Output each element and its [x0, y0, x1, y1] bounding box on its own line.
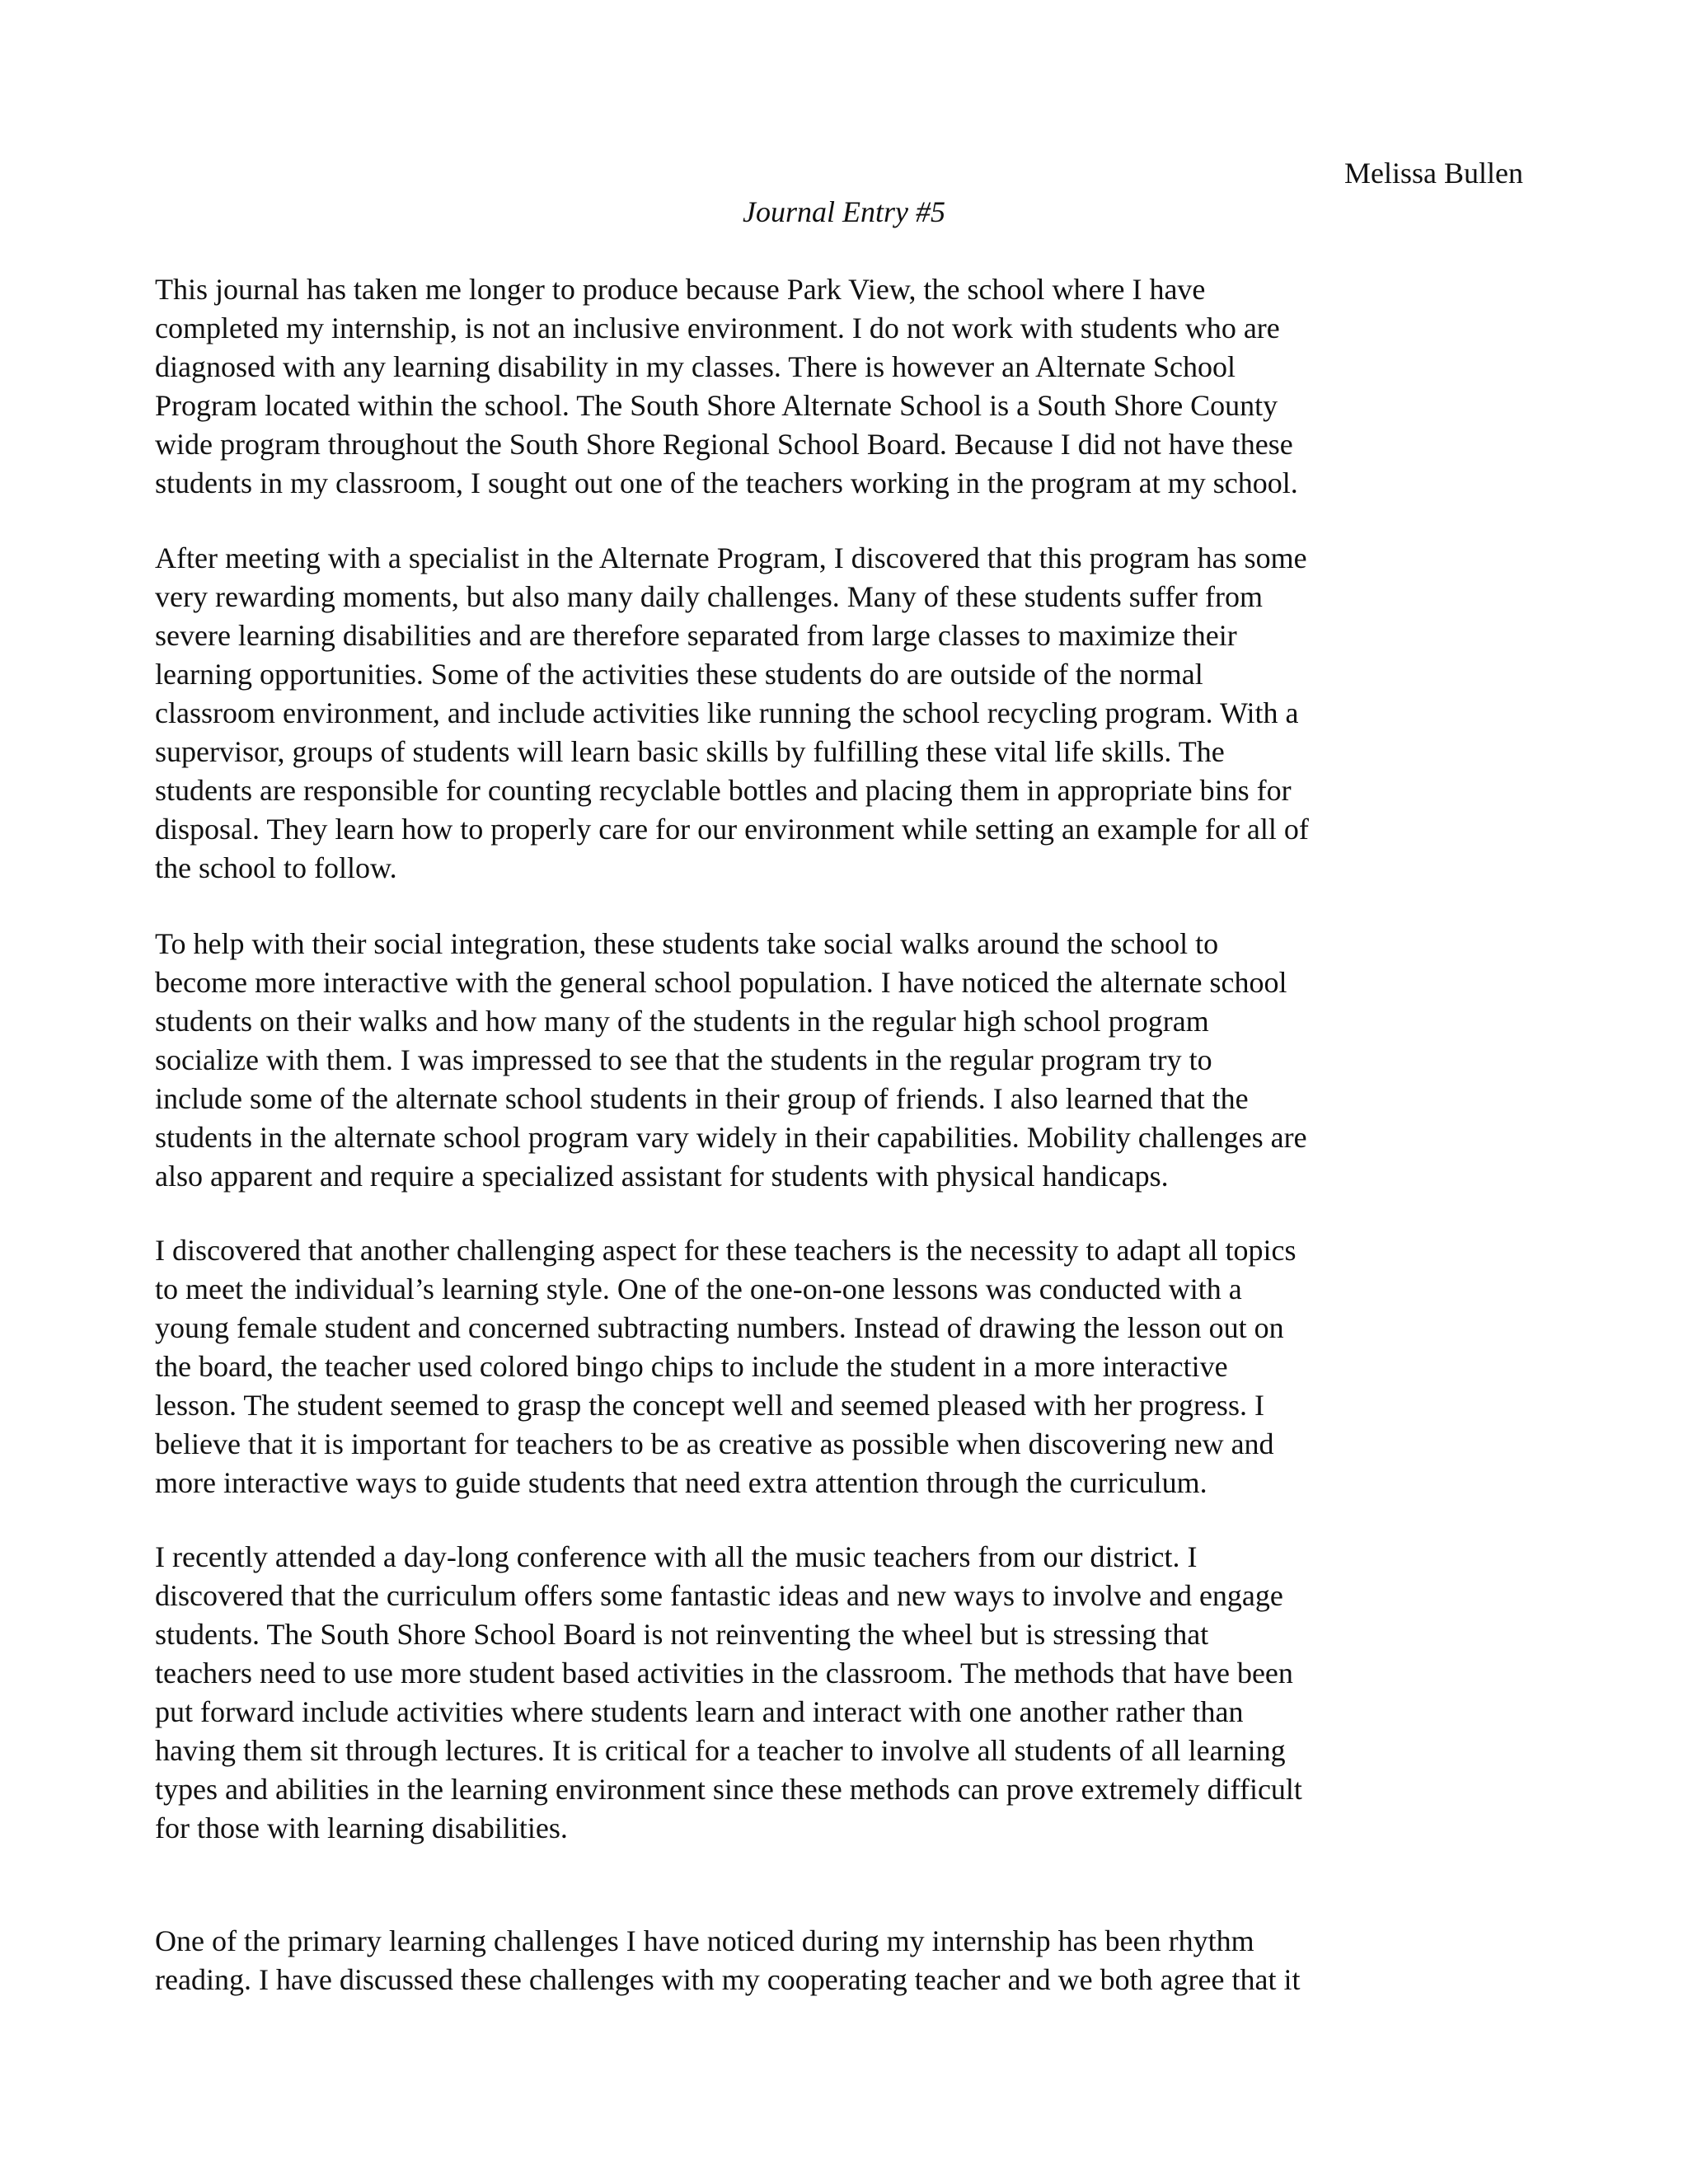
text-line: to meet the individual’s learning style. One of the one-on-one lessons was conducted with a	[155, 1272, 1242, 1305]
text-line: the board, the teacher used colored bingo chips to include the student in a more interactive	[155, 1350, 1228, 1383]
text-line: socialize with them. I was impressed to see that the students in the regular program try to	[155, 1043, 1212, 1076]
text-line: To help with their social integration, these students take social walks around the school to	[155, 927, 1219, 960]
paragraph-5	[155, 1538, 1523, 1848]
text-line: disposal. They learn how to properly care for our environment while setting an example for all of	[155, 813, 1309, 846]
text-line: diagnosed with any learning disability in my classes. There is however an Alternate School	[155, 350, 1236, 383]
text-line: One of the primary learning challenges I have noticed during my internship has been rhythm	[155, 1924, 1254, 1957]
text-line: classroom environment, and include activities like running the school recycling program. With a	[155, 696, 1299, 729]
text-line: also apparent and require a specialized assistant for students with physical handicaps.	[155, 1160, 1169, 1193]
text-line: teachers need to use more student based activities in the classroom. The methods that have been	[155, 1657, 1293, 1690]
author-name: Melissa Bullen	[1344, 157, 1523, 190]
text-line: types and abilities in the learning environment since these methods can prove extremely difficult	[155, 1773, 1302, 1806]
text-line: After meeting with a specialist in the Alternate Program, I discovered that this program has some	[155, 541, 1307, 574]
text-line: for those with learning disabilities.	[155, 1811, 568, 1844]
text-line: wide program throughout the South Shore Regional School Board. Because I did not have these	[155, 428, 1293, 461]
text-line: reading. I have discussed these challenges with my cooperating teacher and we both agree that it	[155, 1963, 1301, 1996]
text-line: discovered that the curriculum offers some fantastic ideas and new ways to involve and engage	[155, 1579, 1283, 1612]
text-line: very rewarding moments, but also many daily challenges. Many of these students suffer from	[155, 580, 1264, 613]
text-line: lesson. The student seemed to grasp the concept well and seemed pleased with her progress. I	[155, 1389, 1264, 1422]
text-line: severe learning disabilities and are therefore separated from large classes to maximize their	[155, 619, 1237, 652]
text-line: I recently attended a day-long conference with all the music teachers from our district. I	[155, 1540, 1198, 1573]
paragraph-2	[155, 539, 1523, 888]
text-line: more interactive ways to guide students that need extra attention through the curriculum.	[155, 1466, 1207, 1499]
text-line: having them sit through lectures. It is critical for a teacher to involve all students of all learning	[155, 1734, 1286, 1767]
text-line: supervisor, groups of students will learn basic skills by fulfilling these vital life skills. The	[155, 735, 1225, 768]
text-line: students. The South Shore School Board is not reinventing the wheel but is stressing that	[155, 1618, 1209, 1651]
text-line: students are responsible for counting recyclable bottles and placing them in appropriate bins for	[155, 774, 1292, 807]
text-line: include some of the alternate school students in their group of friends. I also learned that the	[155, 1082, 1249, 1115]
text-line: This journal has taken me longer to produce because Park View, the school where I have	[155, 273, 1206, 306]
text-line: learning opportunities. Some of the activities these students do are outside of the normal	[155, 658, 1203, 691]
text-line: students on their walks and how many of the students in the regular high school program	[155, 1005, 1209, 1038]
paragraph-6	[155, 1922, 1523, 1999]
paragraph-3	[155, 925, 1523, 1196]
text-line: put forward include activities where students learn and interact with one another rather than	[155, 1695, 1244, 1728]
paragraph-1	[155, 270, 1523, 503]
paragraph-4	[155, 1231, 1523, 1502]
text-line: young female student and concerned subtracting numbers. Instead of drawing the lesson out on	[155, 1311, 1284, 1344]
text-line: students in my classroom, I sought out one of the teachers working in the program at my school.	[155, 466, 1298, 499]
text-line: I discovered that another challenging aspect for these teachers is the necessity to adapt all topics	[155, 1234, 1296, 1267]
text-line: completed my internship, is not an inclusive environment. I do not work with students who are	[155, 312, 1280, 344]
text-line: Program located within the school. The South Shore Alternate School is a South Shore County	[155, 389, 1278, 422]
text-line: become more interactive with the general school population. I have noticed the alternate school	[155, 966, 1287, 999]
text-line: believe that it is important for teachers to be as creative as possible when discovering new and	[155, 1427, 1274, 1460]
journal-title: Journal Entry #5	[743, 195, 945, 228]
text-line: students in the alternate school program vary widely in their capabilities. Mobility challenges are	[155, 1121, 1307, 1154]
text-line: the school to follow.	[155, 851, 397, 884]
